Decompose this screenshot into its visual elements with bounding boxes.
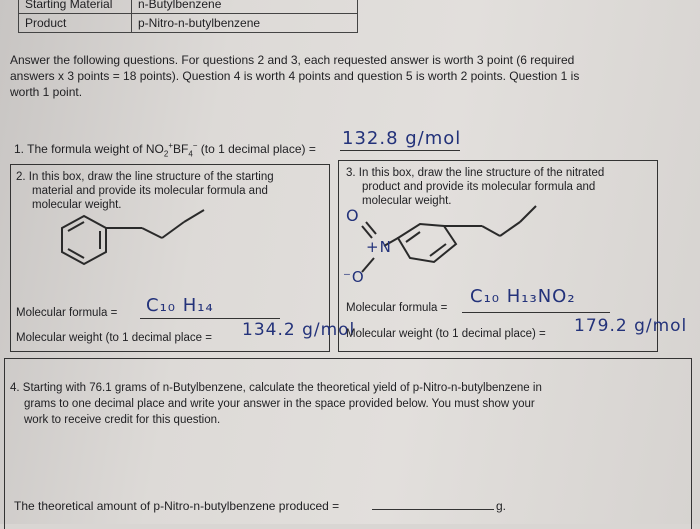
table-cell-value: n-Butylbenzene	[132, 0, 358, 14]
q4-prompt	[10, 380, 542, 428]
q1-after-sub: BF	[172, 142, 189, 156]
question-1: 1. The formula weight of $NO_2^+BF_4^-$ (to 1 decimal place) =	[14, 141, 316, 159]
q4-prompt-line: work to receive credit for this question.	[24, 414, 221, 426]
q3-formula-answer[interactable]: C₁₀ H₁₃NO₂	[470, 286, 576, 307]
q2-formula-label: Molecular formula =	[16, 307, 118, 319]
q2-weight-answer[interactable]: 134.2 g/mol	[242, 320, 356, 340]
q3-prompt-line: product and provide its molecular formula and	[362, 181, 596, 193]
q3-formula-label: Molecular formula =	[346, 302, 448, 314]
q2-weight-label: Molecular weight (to 1 decimal place =	[16, 332, 212, 344]
q2-prompt-line: 2. In this box, draw the line structure of the starting	[16, 171, 274, 183]
q2-prompt-line: material and provide its molecular formula and	[32, 185, 268, 197]
instruction-line: Answer the following questions. For questions 2 and 3, each requested answer is worth 3 point (6 required	[10, 53, 575, 67]
table-cell-label: Product	[19, 14, 132, 33]
instruction-line: answers x 3 points = 18 points). Question 4 is worth 4 points and question 5 is worth 2 points. Question 1 is	[10, 69, 580, 83]
q3-weight-label: Molecular weight (to 1 decimal place) =	[346, 328, 546, 340]
q3-formula-line	[462, 312, 610, 313]
instruction-line: worth 1 point.	[10, 85, 83, 99]
q4-answer-line[interactable]	[372, 509, 494, 510]
q1-answer[interactable]: 132.8 g/mol	[342, 128, 462, 149]
q1-tail: (to 1 decimal place) =	[197, 142, 316, 156]
q3-nitrogen: +N	[366, 238, 392, 256]
q4-footer-unit: g.	[496, 499, 507, 513]
q4-footer-label: The theoretical amount of p-Nitro-n-butylbenzene produced =	[14, 499, 340, 513]
q3-prompt-line: molecular weight.	[362, 195, 452, 207]
q3-prompt-line: 3. In this box, draw the line structure of the nitrated	[346, 167, 605, 179]
q2-prompt-line: molecular weight.	[32, 199, 122, 211]
q4-prompt-line: 4. Starting with 76.1 grams of n-Butylbenzene, calculate the theoretical yield of p-Nitro-n-butylbenzene in	[10, 382, 542, 394]
table-cell-label: Starting Material	[19, 0, 132, 14]
q3-weight-answer[interactable]: 179.2 g/mol	[574, 316, 688, 336]
table-cell-value: p-Nitro-n-butylbenzene	[132, 14, 358, 33]
q3-oxygen-top: O	[346, 206, 360, 225]
q2-formula-answer[interactable]: C₁₀ H₁₄	[146, 295, 214, 316]
q4-prompt-line: grams to one decimal place and write your answer in the space provided below. You must show your	[24, 398, 535, 410]
q1-label: 1. The formula weight of NO	[14, 142, 164, 156]
q3-oxygen-minus: ⁻O	[343, 268, 365, 286]
